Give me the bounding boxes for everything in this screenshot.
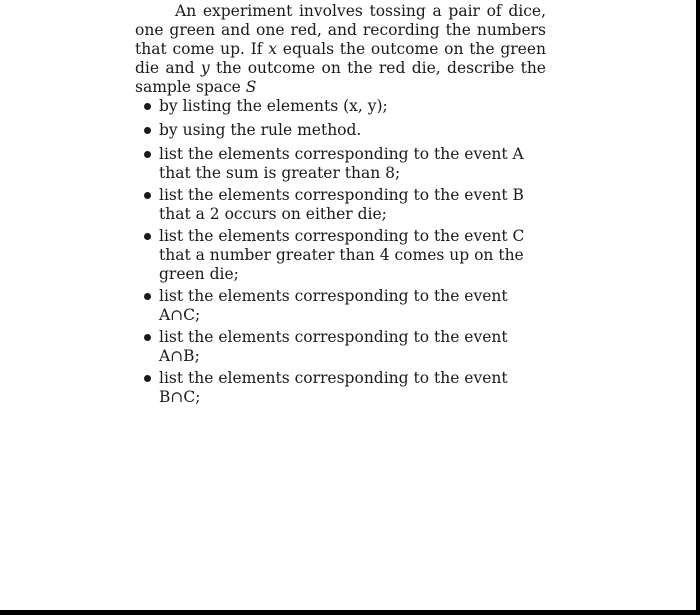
bullet-icon — [144, 375, 151, 382]
list-item — [135, 369, 546, 407]
list-item — [135, 145, 546, 183]
bullet-icon — [144, 127, 151, 134]
problem-statement — [135, 2, 546, 97]
list-item — [135, 227, 546, 284]
list-item — [135, 328, 546, 366]
list-item-text: list the elements corresponding to the event C that a number greater than 4 comes up on the green die; — [159, 227, 525, 283]
list-item — [135, 287, 546, 325]
bullet-icon — [144, 151, 151, 158]
list-item-text: list the elements corresponding to the event B∩C; — [159, 369, 508, 406]
bullet-icon — [144, 103, 151, 110]
intro-text-3: the outcome on the red die, describe the sample space — [135, 59, 546, 96]
intro-text-2: equals the outcome on the green die and — [135, 40, 546, 77]
list-item-text: by using the rule method. — [159, 121, 362, 139]
sample-space-methods-list — [135, 97, 546, 140]
list-item-text: by listing the elements (x, y); — [159, 97, 388, 115]
events-list — [135, 145, 546, 407]
list-item — [135, 97, 546, 116]
list-item-text: list the elements corresponding to the event A∩B; — [159, 328, 508, 365]
bullet-icon — [144, 192, 151, 199]
list-item-text: list the elements corresponding to the event A∩C; — [159, 287, 508, 324]
list-item — [135, 186, 546, 224]
intro-text-1: An experiment involves tossing a pair of dice, one green and one red, and recording the numbers that come up. If — [135, 2, 546, 58]
list-item-text: list the elements corresponding to the event A that the sum is greater than 8; — [159, 145, 524, 182]
bullet-icon — [144, 293, 151, 300]
bullet-icon — [144, 334, 151, 341]
bullet-icon — [144, 233, 151, 240]
variable-x: x — [268, 40, 278, 58]
list-item-text: list the elements corresponding to the event B that a 2 occurs on either die; — [159, 186, 524, 223]
problem-content — [135, 2, 546, 410]
sample-space-symbol: S — [245, 78, 257, 96]
list-item — [135, 121, 546, 140]
variable-y: y — [200, 59, 210, 77]
